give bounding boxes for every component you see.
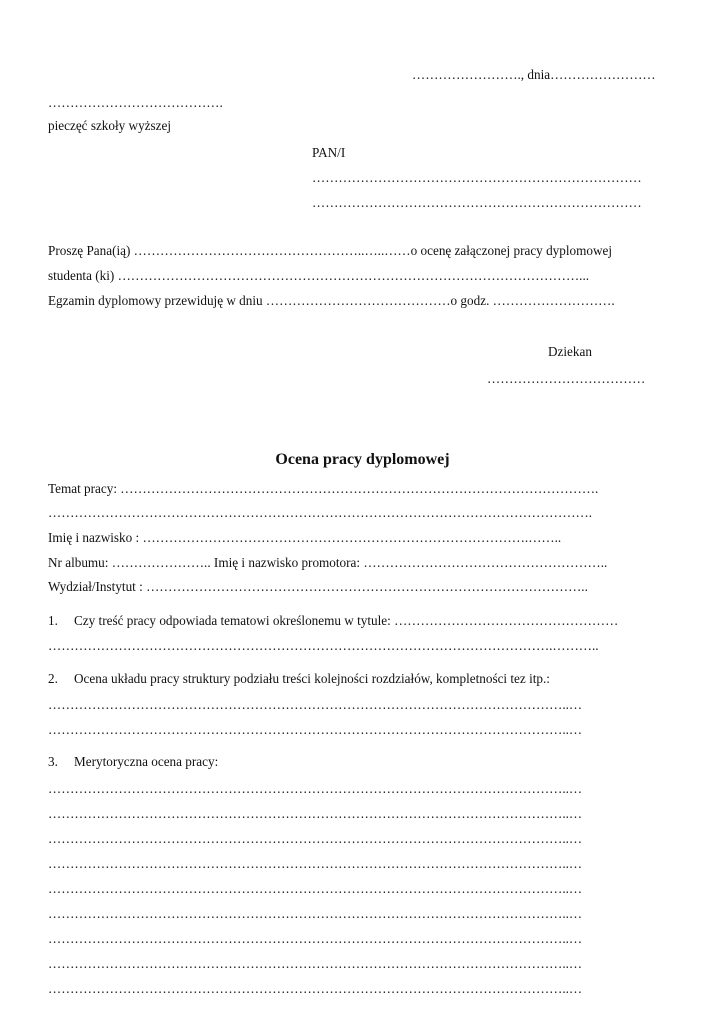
question-2 [48,671,680,687]
addressee-label: PAN/I [312,145,346,160]
signature-dots: ……………………………… [487,371,646,386]
answer-line: ………………………………………………………………………………………………………..… [48,831,583,846]
request-line-1-suffix: o ocenę załączonej pracy dyplomowej [410,243,613,258]
question-number: 1. [48,613,58,628]
answer-line: ………………………………………………………………………………………………………..… [48,881,583,896]
question-number: 2. [48,671,58,686]
addressee-line-1: ………………………………………………………………… [312,170,642,185]
addressee-line-2: ………………………………………………………………… [312,195,642,210]
question-text: Ocena układu pracy struktury podziału treści kolejności rozdziałów, kompletności tez itp.: [74,671,550,686]
answer-line: …………………………………………………………………………………………………….……….. [48,638,599,653]
faculty-field: Wydział/Instytut : ……………………………………………………………………………………….. [48,579,588,594]
question-text: Czy treść pracy odpowiada tematowi określonemu w tytule: …………………………………………… [74,613,619,628]
stamp-dots: …………………………………. [48,95,223,110]
stamp-label: pieczęć szkoły wyższej [48,118,172,133]
answer-line: ………………………………………………………………………………………………………..… [48,981,583,996]
answer-line: ………………………………………………………………………………………………………..… [48,931,583,946]
answer-line: ………………………………………………………………………………………………………..… [48,722,583,737]
signature-role: Dziekan [548,344,592,359]
form-title: Ocena pracy dyplomowej [275,451,450,468]
album-promoter-field: Nr albumu: ………………….. Imię i nazwisko promotora: ……………………………………………….. [48,555,608,570]
answer-line: ………………………………………………………………………………………………………..… [48,781,583,796]
answer-line: ………………………………………………………………………………………………………..… [48,806,583,821]
request-line-2: studenta (ki) ……………………………………………………………………………………………... [48,268,590,283]
question-number: 3. [48,754,58,769]
answer-line: ………………………………………………………………………………………………………..… [48,697,583,712]
question-3 [48,754,680,770]
question-1 [48,613,680,629]
place-date-line: ……………………., dnia…………………… [412,67,656,82]
student-name-field: Imię i nazwisko : …………………………………………………………………………….…….. [48,530,562,545]
request-line-1 [48,243,680,259]
topic-continuation-field: ……………………………………………………………………………………………………………. [48,505,592,520]
answer-line: ………………………………………………………………………………………………………..… [48,856,583,871]
request-line-3: Egzamin dyplomowy przewiduję w dniu ……………………………………o godz. ………………………. [48,293,615,308]
question-text: Merytoryczna ocena pracy: [74,754,219,769]
answer-line: ………………………………………………………………………………………………………..… [48,956,583,971]
request-line-1-prefix: Proszę Pana(ią) ……………………………………………..…..…… [48,243,411,258]
answer-line: ………………………………………………………………………………………………………..… [48,906,583,921]
topic-field: Temat pracy: ………………………………………………………………………………………………. [48,481,599,496]
